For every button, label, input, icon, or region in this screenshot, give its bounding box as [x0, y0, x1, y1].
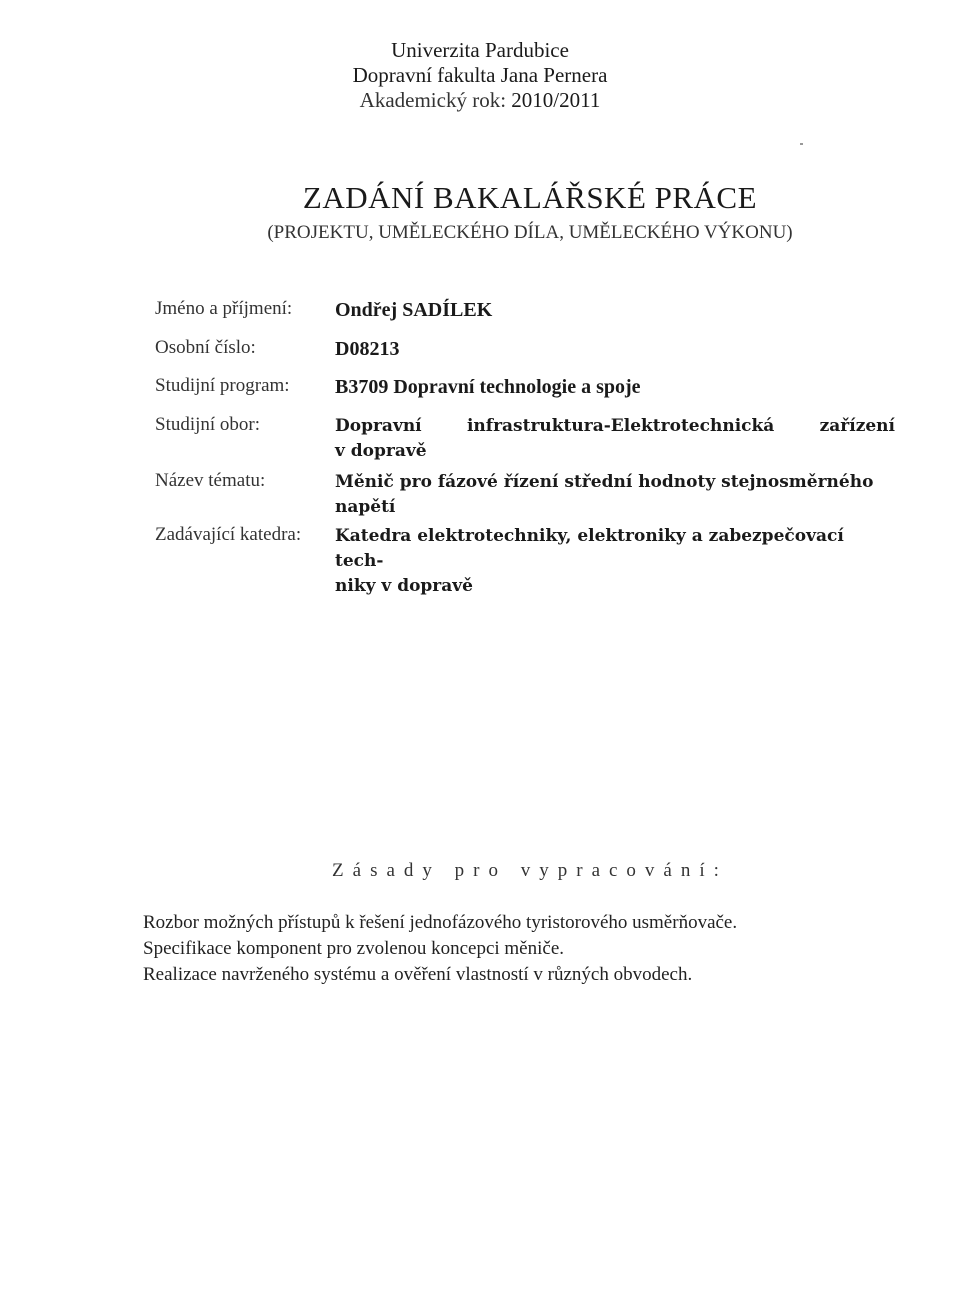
thesis-topic — [335, 470, 895, 520]
academic-year-label: Akademický rok: — [359, 88, 507, 112]
study-field-line2: v dopravě — [335, 441, 427, 461]
study-program: B3709 Dopravní technologie a spoje — [335, 376, 641, 398]
thesis-topic-line2: napětí — [335, 497, 396, 517]
principle-item: Specifikace komponent pro zvolenou koncepci měniče. — [143, 938, 565, 959]
field-label: Zadávající katedra: — [155, 524, 302, 545]
field-label: Studijní program: — [155, 375, 290, 396]
study-field — [335, 414, 895, 464]
study-field-part: infrastruktura-Elektrotechnická — [466, 416, 775, 436]
thesis-topic-line1: Měnič pro fázové řízení střední hodnoty stejnosměrného — [335, 472, 874, 492]
page-subtitle: (PROJEKTU, UMĚLECKÉHO DÍLA, UMĚLECKÉHO VÝKONU) — [267, 222, 793, 243]
personal-number: D08213 — [335, 338, 400, 360]
header — [0, 38, 960, 113]
principle-item: Rozbor možných přístupů k řešení jednofázového tyristorového usměrňovače. — [143, 912, 738, 933]
principles-heading: Zásady pro vypracování: — [332, 860, 728, 881]
university-name: Univerzita Pardubice — [391, 38, 569, 62]
department-line2: niky v dopravě — [335, 576, 473, 596]
principles-list — [143, 910, 923, 988]
faculty-name: Dopravní fakulta Jana Pernera — [352, 63, 608, 87]
field-label: Studijní obor: — [155, 414, 261, 435]
principle-item: Realizace navrženého systému a ověření vlastností v různých obvodech. — [143, 964, 693, 985]
student-name: Ondřej SADÍLEK — [335, 299, 493, 321]
academic-year-value: 2010/2011 — [511, 88, 601, 112]
field-label: Název tématu: — [155, 470, 266, 491]
field-label: Osobní číslo: — [155, 337, 256, 358]
study-field-part: Dopravní — [335, 416, 422, 436]
page-title: ZADÁNÍ BAKALÁŘSKÉ PRÁCE — [302, 180, 758, 215]
study-field-part: zařízení — [819, 416, 895, 436]
study-field-line1 — [335, 414, 895, 439]
department — [335, 524, 895, 599]
department-line1: Katedra elektrotechniky, elektroniky a zabezpečovací tech- — [335, 526, 844, 571]
field-label: Jméno a příjmení: — [155, 298, 293, 319]
scan-speck — [800, 143, 803, 145]
academic-year — [0, 88, 960, 113]
